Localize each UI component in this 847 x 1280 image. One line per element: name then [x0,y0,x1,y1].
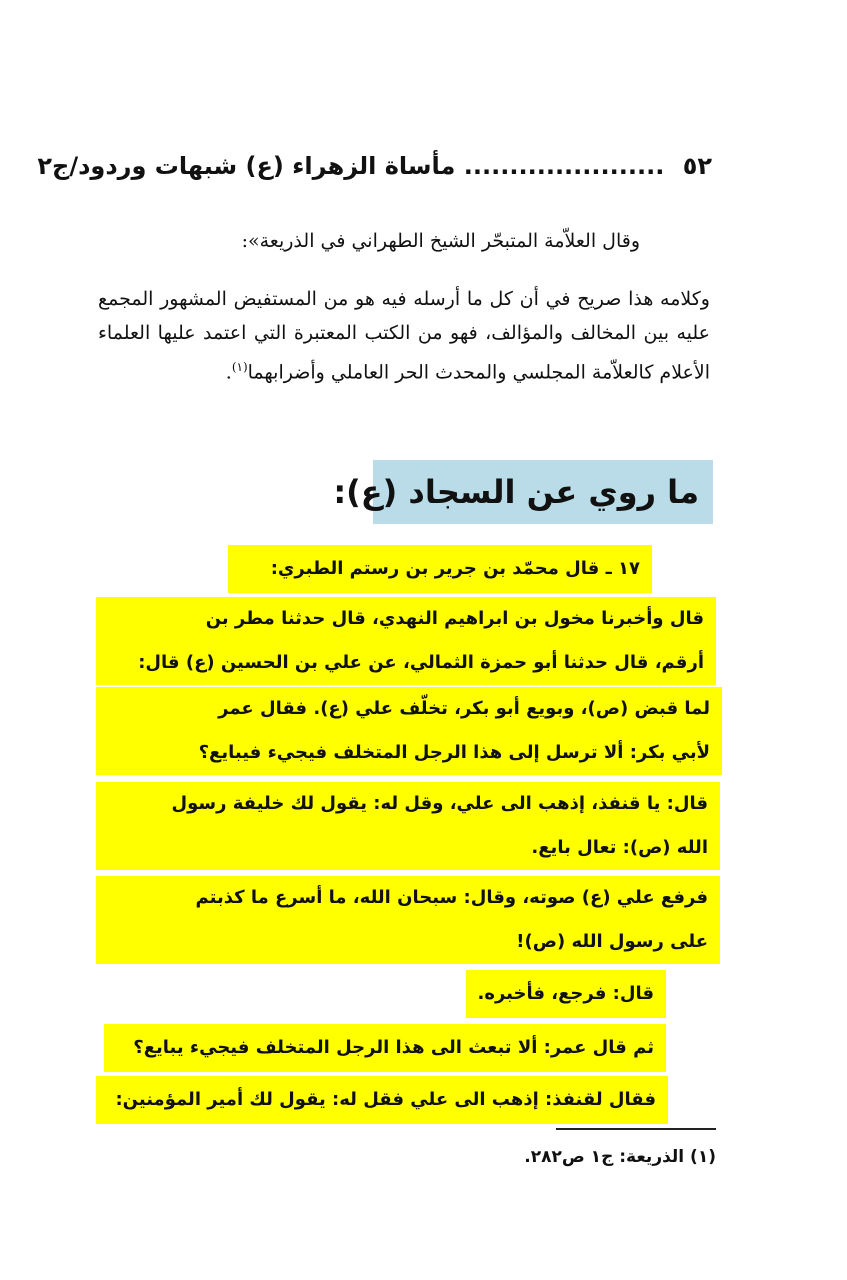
footnote: (١) الذريعة: ج١ ص٢٨٢. [524,1147,716,1167]
body-line: اعتمد عليها العلماء الأعلام كالعلاّمة المجلسي والمحدث الحر العاملي [98,322,710,384]
passage-line: الله (ص): تعال بايع. [531,837,708,858]
passage-line: على رسول الله (ص)! [516,931,708,952]
section-heading: ما روي عن السجاد (ع): [373,460,713,524]
passage-line: فقال لقنفذ: إذهب الى علي فقل له: يقول لك أمير المؤمنين: [115,1089,656,1110]
highlighted-passage [96,687,722,775]
body-line: وكلامه هذا صريح في أن كل ما أرسله فيه هو من المستفيض [233,288,710,310]
page-number: ٥٢ [682,152,712,180]
highlighted-passage [96,782,720,870]
highlighted-passage [96,1076,668,1124]
body-line: وأضرابهما [247,361,325,384]
body-end: . [225,361,232,384]
header-title: مأساة الزهراء (ع) شبهات وردود/ج٢ [37,152,456,180]
passage-line: ١٧ ـ قال محمّد بن جرير بن رستم الطبري: [270,558,640,579]
footnote-divider [556,1128,716,1130]
intro-paragraph: وقال العلاّمة المتبحّر الشيخ الطهراني في الذريعة»: [241,230,640,252]
passage-line: ثم قال عمر: ألا تبعث الى هذا الرجل المتخلف فيجيء يبايع؟ [133,1037,654,1058]
body-line: المشهور المجمع عليه بين المخالف والمؤالف، فهو من الكتب المعتبرة التي [98,288,710,344]
highlighted-passage [96,876,720,964]
passage-line: قال وأخبرنا مخول بن ابراهيم النهدي، قال حدثنا مطر بن [205,608,704,629]
highlighted-passage [466,970,666,1018]
passage-line: لأبي بكر: ألا ترسل إلى هذا الرجل المتخلف فيجيء فيبايع؟ [198,742,710,763]
highlighted-passage [228,545,652,593]
passage-line: فرفع علي (ع) صوته، وقال: سبحان الله، ما أسرع ما كذبتم [195,887,708,908]
passage-line: قال: يا قنفذ، إذهب الى علي، وقل له: يقول لك خليفة رسول [171,793,708,814]
highlighted-passage [96,597,716,685]
body-paragraph [98,282,710,389]
passage-line: لما قبض (ص)، وبويع أبو بكر، تخلّف علي (ع). فقال عمر [218,698,710,719]
header-dots: ...................... [463,152,665,180]
running-header [37,146,712,186]
passage-line: قال: فرجع، فأخبره. [477,983,654,1004]
highlighted-passage [104,1024,666,1072]
passage-line: أرقم، قال حدثنا أبو حمزة الثمالي، عن علي بن الحسين (ع) قال: [138,652,704,673]
footnote-reference: (١) [231,360,248,374]
